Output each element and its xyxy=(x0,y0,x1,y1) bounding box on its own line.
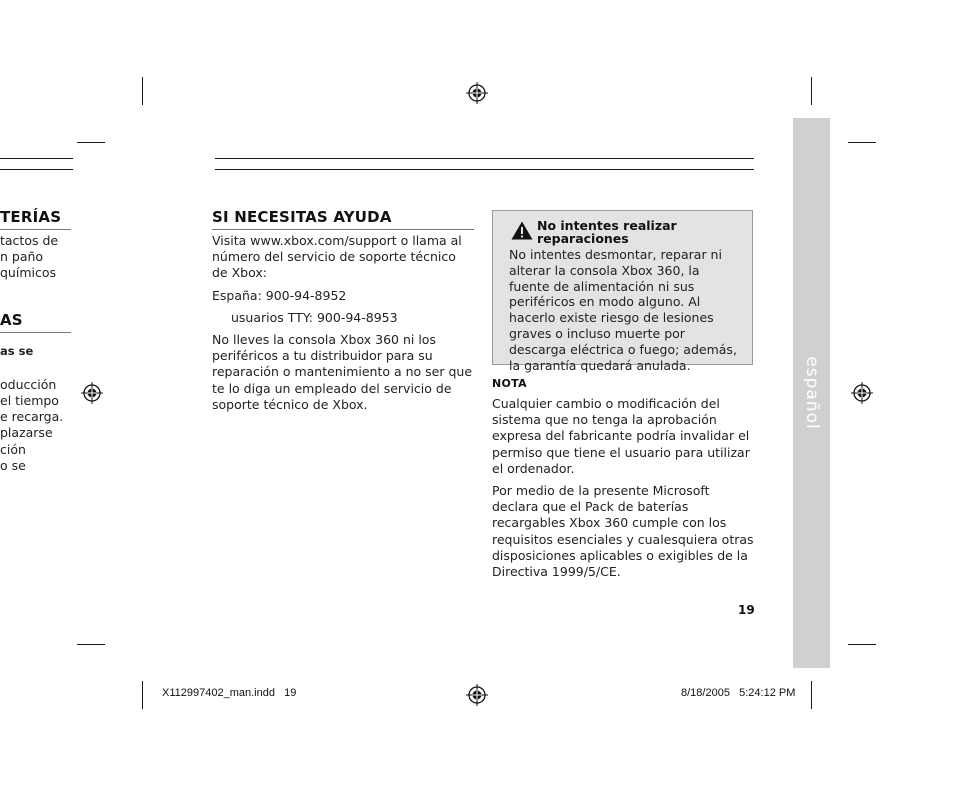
left-fragment-line: e recarga. xyxy=(0,409,64,424)
crop-mark xyxy=(848,644,876,645)
footer-file-name: X112997402_man.indd 19 xyxy=(162,687,297,699)
help-heading-rule xyxy=(212,229,474,230)
warning-title: No intentes realizar reparaciones xyxy=(537,218,677,246)
help-paragraph: Visita www.xbox.com/support o llama al número del servicio de soporte técnico de Xbox: xyxy=(212,233,462,281)
header-rule-left-top xyxy=(0,158,73,159)
note-column xyxy=(492,396,754,586)
left-fragment-line: tactos de xyxy=(0,233,59,248)
header-rule-bottom xyxy=(215,169,754,170)
left-fragment-line: el tiempo xyxy=(0,393,59,408)
crop-mark xyxy=(811,77,812,105)
crop-mark xyxy=(142,681,143,709)
registration-mark-icon xyxy=(81,382,103,404)
warning-triangle-icon xyxy=(511,221,533,240)
help-phone-spain: España: 900-94-8952 xyxy=(212,287,347,303)
left-fragment-rule xyxy=(0,332,71,333)
warning-box xyxy=(492,210,753,373)
left-fragment-line: oducción xyxy=(0,377,57,392)
crop-mark xyxy=(848,142,876,143)
crop-mark xyxy=(142,77,143,105)
footer-datetime: 8/18/2005 5:24:12 PM xyxy=(681,687,796,699)
note-label: NOTA xyxy=(492,377,527,390)
page-number: 19 xyxy=(738,603,755,617)
registration-mark-icon xyxy=(466,82,488,104)
crop-mark xyxy=(77,142,105,143)
note-paragraph: Por medio de la presente Microsoft declara que el Pack de baterías recargables Xbox 360 cumple con los requisitos esenciales y cualesquiera otras disposiciones aplicables o exigibles de la Directiva 1999/5/CE. xyxy=(492,483,754,580)
left-fragment-heading: AS xyxy=(0,311,23,329)
help-column xyxy=(212,233,474,419)
left-fragment-line: químicos xyxy=(0,265,57,280)
header-rule-top xyxy=(215,158,754,159)
left-fragment-subheading: as se xyxy=(0,344,34,358)
left-fragment-heading: TERÍAS xyxy=(0,208,62,226)
help-phone-tty: usuarios TTY: 900-94-8953 xyxy=(231,309,398,325)
crop-mark xyxy=(811,681,812,709)
left-fragment-line: n paño xyxy=(0,249,44,264)
left-fragment-line: ción xyxy=(0,442,26,457)
registration-mark-icon xyxy=(851,382,873,404)
help-paragraph: No lleves la consola Xbox 360 ni los periféricos a tu distribuidor para su reparación o mantenimiento a no ser que te lo diga un empleado del servicio de soporte técnico de Xbox. xyxy=(212,332,473,412)
registration-mark-icon xyxy=(466,684,488,706)
left-fragment-line: plazarse xyxy=(0,425,53,440)
left-fragment-line: o se xyxy=(0,458,26,473)
note-paragraph: Cualquier cambio o modificación del sistema que no tenga la aprobación expresa del fabricante podría invalidar el permiso que tiene el usuario para utilizar el ordenador. xyxy=(492,396,750,476)
crop-mark xyxy=(77,644,105,645)
language-tab-label: español xyxy=(802,356,822,430)
header-rule-left-bottom xyxy=(0,169,73,170)
warning-body: No intentes desmontar, reparar ni alterar la consola Xbox 360, la fuente de alimentación ni sus periféricos en modo alguno. Al hacerlo existe riesgo de lesiones graves o incluso muerte por descarga eléctrica o fuego; además, la garantía quedará anulada. xyxy=(509,247,737,373)
left-fragment-rule xyxy=(0,229,71,230)
help-heading: SI NECESITAS AYUDA xyxy=(212,208,392,226)
